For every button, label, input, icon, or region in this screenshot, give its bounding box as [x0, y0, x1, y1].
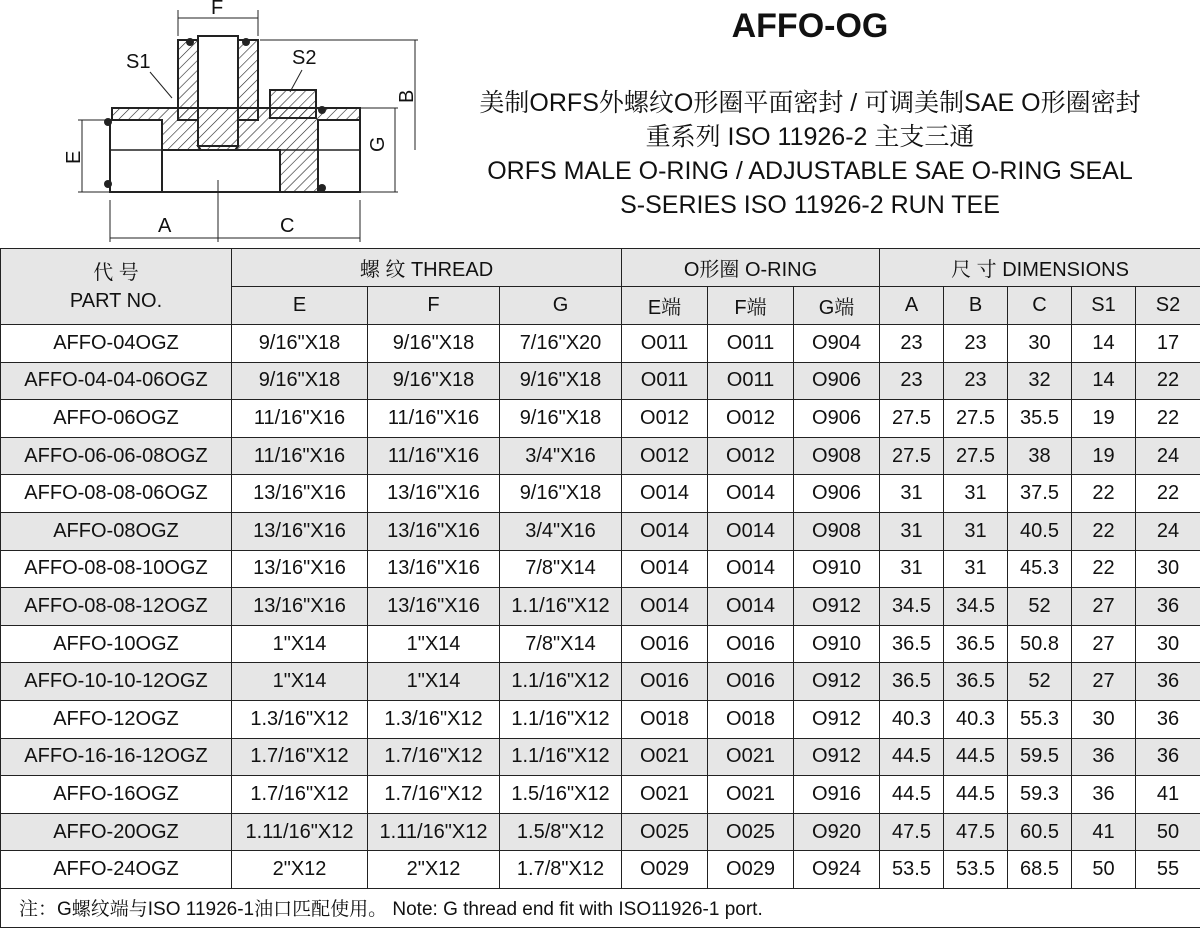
table-cell: 38 — [1008, 437, 1072, 475]
table-cell: 1.11/16"X12 — [368, 813, 500, 851]
table-cell: 13/16"X16 — [232, 550, 368, 588]
title-block — [420, 0, 1200, 250]
table-cell: O014 — [622, 475, 708, 513]
table-cell: 13/16"X16 — [368, 550, 500, 588]
note-row — [1, 888, 1200, 927]
table-cell: 47.5 — [944, 813, 1008, 851]
col-header: G端 — [794, 287, 880, 325]
table-cell: O906 — [794, 475, 880, 513]
table-cell: O908 — [794, 512, 880, 550]
table-cell: 27.5 — [944, 400, 1008, 438]
table-cell: 35.5 — [1008, 400, 1072, 438]
table-cell: 1.1/16"X12 — [500, 663, 622, 701]
table-row — [1, 512, 1200, 550]
table-row — [1, 362, 1200, 400]
table-cell: 36.5 — [944, 625, 1008, 663]
title-en-1: ORFS MALE O-RING / ADJUSTABLE SAE O-RING SEAL — [487, 157, 1133, 185]
table-cell: 52 — [1008, 588, 1072, 626]
table-cell: 7/8"X14 — [500, 550, 622, 588]
part-number-cell: AFFO-08-08-10OGZ — [1, 550, 232, 588]
table-cell: 1.3/16"X12 — [368, 700, 500, 738]
table-cell: 1.7/16"X12 — [368, 738, 500, 776]
label-e: E — [63, 150, 85, 164]
table-cell: 36.5 — [880, 663, 944, 701]
table-cell: 27 — [1072, 663, 1136, 701]
col-header: S1 — [1072, 287, 1136, 325]
table-cell: 1"X14 — [232, 625, 368, 663]
table-cell: 9/16"X18 — [368, 362, 500, 400]
table-cell: O016 — [708, 663, 794, 701]
product-code: AFFO-OG — [731, 7, 889, 45]
col-header: C — [1008, 287, 1072, 325]
part-no-header — [1, 249, 232, 325]
nut — [270, 90, 316, 118]
table-cell: 9/16"X18 — [232, 362, 368, 400]
table-cell: O924 — [794, 851, 880, 889]
table-cell: O029 — [708, 851, 794, 889]
table-cell: 36 — [1072, 776, 1136, 814]
col-header: E端 — [622, 287, 708, 325]
table-cell: O012 — [708, 400, 794, 438]
table-cell: 1.1/16"X12 — [500, 738, 622, 776]
table-cell: 44.5 — [880, 738, 944, 776]
table-cell: 14 — [1072, 362, 1136, 400]
table-cell: 44.5 — [944, 738, 1008, 776]
label-c: C — [280, 215, 295, 237]
label-f: F — [211, 0, 224, 19]
table-cell: 19 — [1072, 437, 1136, 475]
table-cell: O920 — [794, 813, 880, 851]
table-cell: 1.1/16"X12 — [500, 700, 622, 738]
table-cell: 1"X14 — [368, 625, 500, 663]
table-row — [1, 738, 1200, 776]
table-cell: O014 — [622, 588, 708, 626]
table-cell: O014 — [622, 512, 708, 550]
table-cell: O025 — [622, 813, 708, 851]
table-cell: O912 — [794, 588, 880, 626]
table-cell: 55 — [1136, 851, 1200, 889]
table-cell: 50 — [1136, 813, 1200, 851]
table-cell: 40.3 — [880, 700, 944, 738]
table-row — [1, 776, 1200, 814]
table-cell: 9/16"X18 — [368, 325, 500, 363]
table-cell: 44.5 — [880, 776, 944, 814]
table-cell: 13/16"X16 — [232, 475, 368, 513]
table-cell: O021 — [622, 776, 708, 814]
title-en-2: S-SERIES ISO 11926-2 RUN TEE — [620, 191, 1000, 219]
table-cell: 1"X14 — [368, 663, 500, 701]
table-row — [1, 663, 1200, 701]
table-cell: O908 — [794, 437, 880, 475]
part-no-header-cn: 代 号 — [93, 261, 139, 284]
table-cell: 24 — [1136, 437, 1200, 475]
table-cell: 30 — [1136, 550, 1200, 588]
table-cell: O016 — [622, 663, 708, 701]
table-cell: 22 — [1136, 475, 1200, 513]
table-cell: 23 — [880, 362, 944, 400]
part-number-cell: AFFO-16-16-12OGZ — [1, 738, 232, 776]
table-cell: O012 — [622, 437, 708, 475]
table-cell: O910 — [794, 550, 880, 588]
table-cell: 31 — [880, 512, 944, 550]
table-cell: 1.7/16"X12 — [232, 738, 368, 776]
table-cell: O904 — [794, 325, 880, 363]
table-cell: O916 — [794, 776, 880, 814]
table-cell: 44.5 — [944, 776, 1008, 814]
table-cell: 36.5 — [880, 625, 944, 663]
table-cell: 34.5 — [944, 588, 1008, 626]
col-header: F端 — [708, 287, 794, 325]
table-cell: 68.5 — [1008, 851, 1072, 889]
run-bore — [160, 150, 280, 192]
table-cell: 1.1/16"X12 — [500, 588, 622, 626]
table-cell: 31 — [944, 512, 1008, 550]
oring-group-header: O形圈 O-RING — [622, 249, 880, 287]
table-cell: 36 — [1136, 700, 1200, 738]
table-cell: 1.7/8"X12 — [500, 851, 622, 889]
table-cell: 11/16"X16 — [368, 437, 500, 475]
part-number-cell: AFFO-08-08-12OGZ — [1, 588, 232, 626]
table-row — [1, 625, 1200, 663]
table-cell: O011 — [708, 362, 794, 400]
table-cell: O912 — [794, 663, 880, 701]
table-cell: 7/8"X14 — [500, 625, 622, 663]
table-cell: O014 — [708, 475, 794, 513]
table-cell: 30 — [1136, 625, 1200, 663]
part-number-cell: AFFO-04OGZ — [1, 325, 232, 363]
table-cell: 53.5 — [944, 851, 1008, 889]
table-cell: 11/16"X16 — [368, 400, 500, 438]
table-cell: 7/16"X20 — [500, 325, 622, 363]
part-number-cell: AFFO-24OGZ — [1, 851, 232, 889]
table-cell: 22 — [1072, 475, 1136, 513]
table-cell: 55.3 — [1008, 700, 1072, 738]
table-cell: O906 — [794, 400, 880, 438]
part-number-cell: AFFO-10-10-12OGZ — [1, 663, 232, 701]
table-cell: O021 — [622, 738, 708, 776]
table-cell: O014 — [708, 550, 794, 588]
table-cell: 13/16"X16 — [368, 512, 500, 550]
table-cell: 53.5 — [880, 851, 944, 889]
table-cell: 27 — [1072, 625, 1136, 663]
table-cell: 36 — [1072, 738, 1136, 776]
table-cell: 23 — [944, 362, 1008, 400]
table-cell: 1"X14 — [232, 663, 368, 701]
table-cell: 24 — [1136, 512, 1200, 550]
table-cell: 31 — [880, 475, 944, 513]
table-cell: 9/16"X18 — [500, 475, 622, 513]
table-cell: 3/4"X16 — [500, 512, 622, 550]
table-row — [1, 550, 1200, 588]
table-cell: O011 — [622, 325, 708, 363]
label-s2: S2 — [292, 47, 317, 69]
table-cell: 9/16"X18 — [500, 362, 622, 400]
table-cell: 11/16"X16 — [232, 400, 368, 438]
table-cell: 1.7/16"X12 — [232, 776, 368, 814]
table-cell: 1.11/16"X12 — [232, 813, 368, 851]
table-cell: O011 — [622, 362, 708, 400]
table-cell: 60.5 — [1008, 813, 1072, 851]
col-header: E — [232, 287, 368, 325]
table-cell: O012 — [708, 437, 794, 475]
table-cell: 37.5 — [1008, 475, 1072, 513]
table-cell: 52 — [1008, 663, 1072, 701]
table-cell: O912 — [794, 738, 880, 776]
table-cell: O021 — [708, 776, 794, 814]
table-row — [1, 700, 1200, 738]
table-cell: 3/4"X16 — [500, 437, 622, 475]
table-cell: 36 — [1136, 663, 1200, 701]
table-cell: 27 — [1072, 588, 1136, 626]
table-cell: 59.3 — [1008, 776, 1072, 814]
table-cell: 22 — [1136, 362, 1200, 400]
table-row — [1, 851, 1200, 889]
table-cell: 1.7/16"X12 — [368, 776, 500, 814]
table-cell: O906 — [794, 362, 880, 400]
table-cell: 36.5 — [944, 663, 1008, 701]
table-cell: 13/16"X16 — [232, 512, 368, 550]
table-cell: O018 — [622, 700, 708, 738]
col-header: F — [368, 287, 500, 325]
table-cell: 27.5 — [880, 437, 944, 475]
table-cell: 36 — [1136, 588, 1200, 626]
table-cell: 40.3 — [944, 700, 1008, 738]
table-cell: O912 — [794, 700, 880, 738]
table-row — [1, 400, 1200, 438]
table-cell: O029 — [622, 851, 708, 889]
table-cell: O016 — [622, 625, 708, 663]
table-cell: O014 — [708, 588, 794, 626]
table-cell: 34.5 — [880, 588, 944, 626]
table-cell: 22 — [1072, 512, 1136, 550]
part-number-cell: AFFO-04-04-06OGZ — [1, 362, 232, 400]
table-cell: 23 — [880, 325, 944, 363]
table-cell: 30 — [1008, 325, 1072, 363]
part-number-cell: AFFO-08-08-06OGZ — [1, 475, 232, 513]
table-cell: O011 — [708, 325, 794, 363]
table-cell: O016 — [708, 625, 794, 663]
table-cell: O021 — [708, 738, 794, 776]
left-end — [110, 120, 162, 192]
part-number-cell: AFFO-06OGZ — [1, 400, 232, 438]
table-cell: 45.3 — [1008, 550, 1072, 588]
table-cell: 27.5 — [944, 437, 1008, 475]
footnote: 注：G螺纹端与ISO 11926-1油口匹配使用。 Note: G thread end fit with ISO11926-1 port. — [1, 888, 1200, 927]
table-cell: 19 — [1072, 400, 1136, 438]
part-number-cell: AFFO-08OGZ — [1, 512, 232, 550]
table-cell: O012 — [622, 400, 708, 438]
table-cell: 13/16"X16 — [232, 588, 368, 626]
table-body — [1, 325, 1200, 889]
table-cell: 50.8 — [1008, 625, 1072, 663]
table-row — [1, 588, 1200, 626]
table-cell: 11/16"X16 — [232, 437, 368, 475]
table-cell: 1.3/16"X12 — [232, 700, 368, 738]
table-cell: 1.5/16"X12 — [500, 776, 622, 814]
table-cell: 36 — [1136, 738, 1200, 776]
table-cell: 22 — [1136, 400, 1200, 438]
part-no-header-en: PART NO. — [69, 289, 163, 312]
table-cell: O025 — [708, 813, 794, 851]
label-g: G — [367, 136, 389, 152]
part-number-cell: AFFO-16OGZ — [1, 776, 232, 814]
header-row-groups — [1, 249, 1200, 287]
dimensions-group-header: 尺 寸 DIMENSIONS — [880, 249, 1200, 287]
table-cell: 41 — [1072, 813, 1136, 851]
table-cell: 59.5 — [1008, 738, 1072, 776]
table-cell: 17 — [1136, 325, 1200, 363]
col-header: S2 — [1136, 287, 1200, 325]
label-s1: S1 — [126, 51, 151, 73]
title-cn-1: 美制ORFS外螺纹O形圈平面密封 / 可调美制SAE O形圈密封 — [479, 89, 1141, 117]
table-cell: 41 — [1136, 776, 1200, 814]
table-cell: 22 — [1072, 550, 1136, 588]
table-cell: 9/16"X18 — [232, 325, 368, 363]
table-cell: 31 — [880, 550, 944, 588]
table-cell: 23 — [944, 325, 1008, 363]
table-cell: O014 — [708, 512, 794, 550]
table-cell: 32 — [1008, 362, 1072, 400]
part-number-cell: AFFO-06-06-08OGZ — [1, 437, 232, 475]
table-cell: 2"X12 — [368, 851, 500, 889]
label-b: B — [396, 89, 418, 103]
part-number-cell: AFFO-20OGZ — [1, 813, 232, 851]
spec-table — [0, 248, 1200, 928]
part-number-cell: AFFO-12OGZ — [1, 700, 232, 738]
table-cell: 2"X12 — [232, 851, 368, 889]
right-end — [318, 120, 360, 192]
label-a: A — [158, 215, 172, 237]
fitting-drawing — [0, 0, 420, 250]
table-row — [1, 325, 1200, 363]
table-cell: 50 — [1072, 851, 1136, 889]
table-cell: 30 — [1072, 700, 1136, 738]
table-cell: 27.5 — [880, 400, 944, 438]
thread-group-header: 螺 纹 THREAD — [232, 249, 622, 287]
table-cell: 31 — [944, 475, 1008, 513]
table-cell: 40.5 — [1008, 512, 1072, 550]
col-header: B — [944, 287, 1008, 325]
title-cn-2: 重系列 ISO 11926-2 主支三通 — [645, 123, 975, 151]
table-cell: O910 — [794, 625, 880, 663]
table-cell: O014 — [622, 550, 708, 588]
table-cell: 31 — [944, 550, 1008, 588]
table-cell: 14 — [1072, 325, 1136, 363]
table-cell: 13/16"X16 — [368, 588, 500, 626]
table-cell: 13/16"X16 — [368, 475, 500, 513]
part-number-cell: AFFO-10OGZ — [1, 625, 232, 663]
table-cell: 9/16"X18 — [500, 400, 622, 438]
table-row — [1, 475, 1200, 513]
table-row — [1, 437, 1200, 475]
col-header: A — [880, 287, 944, 325]
table-cell: O018 — [708, 700, 794, 738]
table-row — [1, 813, 1200, 851]
table-cell: 1.5/8"X12 — [500, 813, 622, 851]
table-cell: 47.5 — [880, 813, 944, 851]
col-header: G — [500, 287, 622, 325]
